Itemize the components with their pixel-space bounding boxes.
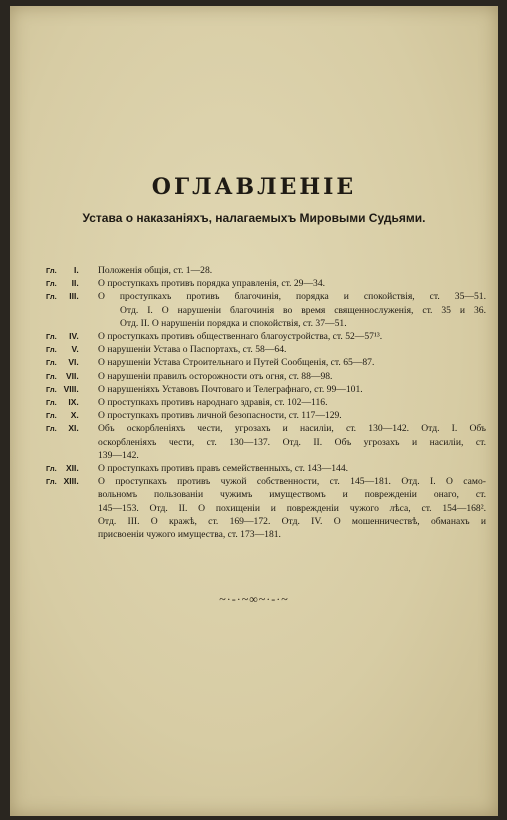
chapter-number: XI. bbox=[68, 423, 79, 434]
chapter-prefix: Гл. bbox=[46, 332, 57, 342]
chapter-prefix: Гл. bbox=[46, 398, 57, 408]
entry-text-line: присвоеніи чужого имущества, ст. 173—181. bbox=[98, 529, 281, 541]
chapter-number: IX. bbox=[68, 397, 79, 408]
chapter-prefix: Гл. bbox=[46, 411, 57, 421]
toc-entry bbox=[46, 264, 486, 277]
entry-text-line: вольномъ пользованіи чужимъ имуществомъ и поврежденіи онаго, ст. bbox=[98, 489, 486, 501]
chapter-prefix: Гл. bbox=[46, 464, 57, 474]
entry-text-line: Отд. II. О нарушеніи порядка и спокойствія, ст. 37—51. bbox=[120, 317, 347, 329]
chapter-label bbox=[46, 343, 98, 356]
ornament-divider: ~·-·~∞~·-·~ bbox=[219, 592, 289, 606]
toc-entry bbox=[46, 277, 486, 290]
chapter-label bbox=[46, 396, 98, 409]
toc-entry bbox=[46, 356, 486, 369]
toc-entry bbox=[46, 422, 486, 462]
toc-entry bbox=[46, 290, 486, 330]
entry-text-line: О проступкахъ противъ порядка управленія, ст. 29—34. bbox=[98, 278, 326, 290]
table-of-contents bbox=[46, 264, 486, 541]
chapter-label bbox=[46, 290, 98, 330]
entry-text-line: О проступкахъ противъ правъ семейственныхъ, ст. 143—144. bbox=[98, 463, 349, 475]
chapter-number: V. bbox=[71, 344, 79, 355]
chapter-label bbox=[46, 356, 98, 369]
chapter-number: VIII. bbox=[63, 383, 79, 394]
entry-text-line: О проступкахъ противъ общественнаго благоустройства, ст. 52—57¹³. bbox=[98, 331, 383, 343]
entry-text-line: О проступкахъ противъ благочинія, порядка и спокойствія, ст. 35—51. bbox=[98, 291, 486, 303]
chapter-label bbox=[46, 370, 98, 383]
chapter-number: VI. bbox=[68, 357, 79, 368]
page-subtitle: Устава о наказаніяхъ, налагаемыхъ Мировыми Судьями. bbox=[82, 211, 426, 225]
entry-text-line: 145—153. Отд. II. О похищеніи и поврежденіи чужого лѣса, ст. 154—168². bbox=[98, 502, 486, 514]
chapter-label bbox=[46, 475, 98, 541]
toc-entry bbox=[46, 383, 486, 396]
chapter-prefix: Гл. bbox=[46, 345, 57, 355]
entry-text-line: О проступкахъ противъ чужой собственности, ст. 145—181. Отд. I. О само- bbox=[98, 476, 486, 488]
chapter-label bbox=[46, 383, 98, 396]
toc-entry bbox=[46, 409, 486, 422]
chapter-label bbox=[46, 409, 98, 422]
chapter-number: IV. bbox=[69, 331, 79, 342]
chapter-prefix: Гл. bbox=[46, 371, 57, 381]
entry-text-line: Положенія общія, ст. 1—28. bbox=[98, 265, 213, 276]
entry-text-line: О проступкахъ противъ народнаго здравія, ст. 102—116. bbox=[98, 397, 328, 409]
entry-text-line: О нарушеніяхъ Уставовъ Почтоваго и Телеграфнаго, ст. 99—101. bbox=[98, 383, 363, 395]
entry-text-line: Отд. III. О кражѣ, ст. 169—172. Отд. IV. О мошенничествѣ, обманахъ и bbox=[98, 515, 486, 527]
chapter-prefix: Гл. bbox=[46, 279, 57, 289]
chapter-prefix: Гл. bbox=[46, 477, 57, 487]
chapter-number: X. bbox=[70, 410, 79, 421]
chapter-label bbox=[46, 264, 98, 277]
toc-entry bbox=[46, 370, 486, 383]
toc-entry bbox=[46, 396, 486, 409]
chapter-number: XIII. bbox=[63, 476, 79, 487]
chapter-label bbox=[46, 422, 98, 462]
chapter-label bbox=[46, 277, 98, 290]
toc-entry bbox=[46, 462, 486, 475]
chapter-number: III. bbox=[69, 291, 79, 302]
chapter-prefix: Гл. bbox=[46, 384, 57, 394]
chapter-number: I. bbox=[74, 265, 79, 275]
chapter-prefix: Гл. bbox=[46, 424, 57, 434]
entry-text-line: 139—142. bbox=[98, 449, 139, 461]
chapter-prefix: Гл. bbox=[46, 266, 57, 275]
toc-entry bbox=[46, 343, 486, 356]
entry-text-line: О нарушеніи Устава о Паспортахъ, ст. 58—64. bbox=[98, 344, 287, 356]
chapter-label bbox=[46, 330, 98, 343]
toc-entry bbox=[46, 475, 486, 541]
entry-text-line: О проступкахъ противъ личной безопасности, ст. 117—129. bbox=[98, 410, 342, 422]
entry-text-line: Объ оскорбленіяхъ чести, угрозахъ и насиліи, ст. 130—142. Отд. I. Объ bbox=[98, 423, 486, 435]
toc-entry bbox=[46, 330, 486, 343]
chapter-prefix: Гл. bbox=[46, 292, 57, 302]
entry-text-line: О нарушеніи правилъ осторожности отъ огня, ст. 88—98. bbox=[98, 370, 333, 382]
chapter-number: XII. bbox=[65, 463, 79, 474]
entry-text-line: оскорбленіяхъ чести, ст. 130—137. Отд. II. Объ угрозахъ и насиліи, ст. bbox=[98, 436, 486, 448]
chapter-number: II. bbox=[71, 278, 79, 289]
entry-text-line: Отд. I. О нарушеніи благочинія во время священнослуженія, ст. 35 и 36. bbox=[120, 304, 486, 316]
page-title: ОГЛАВЛЕНІЕ bbox=[151, 174, 357, 200]
chapter-label bbox=[46, 462, 98, 475]
chapter-prefix: Гл. bbox=[46, 358, 57, 368]
chapter-number: VII. bbox=[65, 370, 79, 381]
entry-text-line: О нарушеніи Устава Строительнаго и Путей Сообщенія, ст. 65—87. bbox=[98, 357, 375, 369]
book-page bbox=[10, 6, 498, 816]
